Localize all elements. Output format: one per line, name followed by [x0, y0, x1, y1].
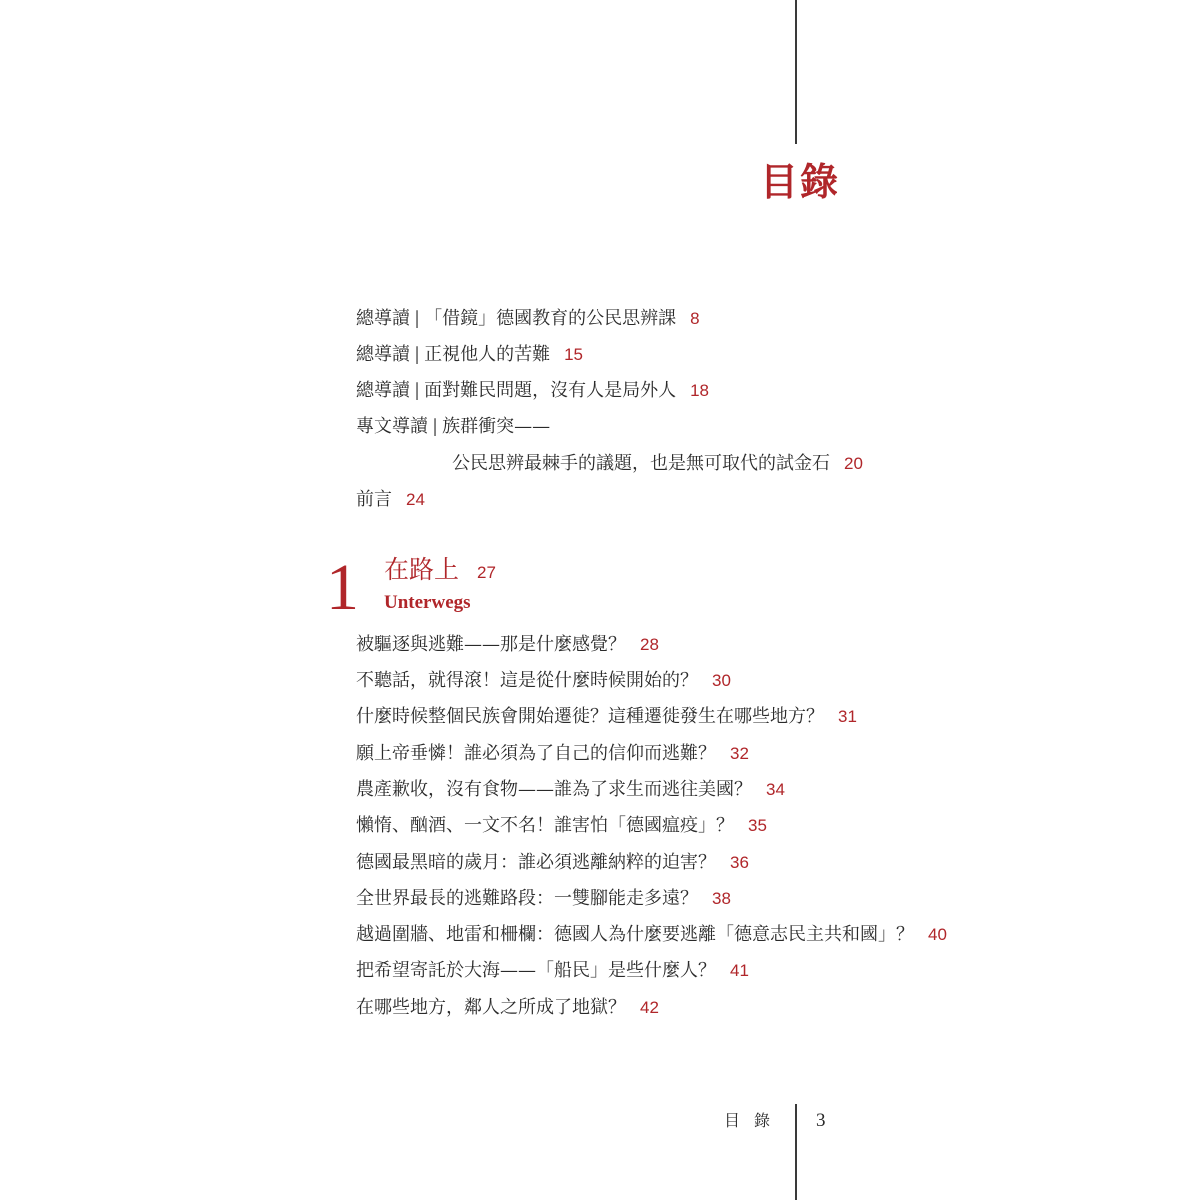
toc-entry[interactable] [356, 741, 749, 767]
toc-page-number: 35 [748, 816, 767, 835]
toc-entry[interactable] [356, 378, 709, 404]
separator-bar: | [414, 308, 421, 329]
toc-page-number: 32 [730, 744, 749, 763]
toc-entry[interactable] [356, 414, 550, 440]
toc-entry[interactable] [356, 958, 749, 984]
toc-prefix: 專文導讀 [356, 416, 428, 437]
toc-title: 德國最黑暗的歲月：誰必須逃離納粹的迫害？ [356, 852, 716, 873]
toc-title: 族群衝突—— [442, 416, 551, 437]
chapter-title[interactable] [384, 554, 496, 589]
toc-entry[interactable] [356, 306, 700, 332]
toc-prefix: 總導讀 [356, 344, 410, 365]
toc-prefix: 總導讀 [356, 380, 410, 401]
toc-entry[interactable] [356, 922, 947, 948]
toc-title: 前言 [356, 489, 392, 510]
footer-page-number: 3 [816, 1110, 826, 1131]
toc-title: 「借鏡」德國教育的公民思辨課 [424, 308, 677, 329]
toc-page-number: 30 [712, 671, 731, 690]
toc-title: 面對難民問題，沒有人是局外人 [424, 380, 677, 401]
chapter-number: 1 [326, 551, 359, 624]
chapter-subtitle: Unterwegs [384, 592, 471, 613]
toc-entry[interactable] [356, 995, 659, 1021]
chapter-page-number: 27 [477, 563, 496, 582]
page-title: 目錄 [760, 159, 841, 204]
toc-title: 越過圍牆、地雷和柵欄：德國人為什麼要逃離「德意志民主共和國」？ [356, 924, 914, 945]
toc-entry[interactable] [356, 487, 425, 513]
toc-page-number: 36 [730, 853, 749, 872]
toc-entry[interactable] [356, 813, 767, 839]
toc-title: 農產歉收，沒有食物——誰為了求生而逃往美國？ [356, 779, 752, 800]
toc-entry[interactable] [356, 704, 857, 730]
toc-entry[interactable] [356, 886, 731, 912]
separator-bar: | [414, 380, 421, 401]
toc-entry[interactable] [356, 342, 583, 368]
toc-title: 公民思辨最棘手的議題，也是無可取代的試金石 [452, 453, 830, 474]
toc-page-number: 40 [928, 925, 947, 944]
toc-title: 把希望寄託於大海——「船民」是些什麼人？ [356, 960, 716, 981]
toc-title: 不聽話，就得滾！這是從什麼時候開始的？ [356, 670, 698, 691]
toc-title: 懶惰、酗酒、一文不名！誰害怕「德國瘟疫」？ [356, 815, 734, 836]
toc-page-number: 18 [690, 381, 709, 400]
toc-entry[interactable] [356, 850, 749, 876]
separator-bar: | [414, 344, 421, 365]
toc-page-number: 15 [564, 345, 583, 364]
toc-page-number: 31 [838, 707, 857, 726]
toc-title: 全世界最長的逃難路段：一雙腳能走多遠？ [356, 888, 698, 909]
toc-title: 什麼時候整個民族會開始遷徙？這種遷徙發生在哪些地方？ [356, 706, 824, 727]
toc-title: 願上帝垂憐！誰必須為了自己的信仰而逃難？ [356, 743, 716, 764]
toc-page-number: 34 [766, 780, 785, 799]
toc-page-number: 38 [712, 889, 731, 908]
chapter-title-text: 在路上 [384, 555, 460, 584]
footer-section-label: 目錄 [724, 1111, 785, 1130]
bottom-divider-line [795, 1104, 797, 1200]
toc-prefix: 總導讀 [356, 308, 410, 329]
toc-page-number: 28 [640, 635, 659, 654]
toc-page-number: 20 [844, 454, 863, 473]
toc-entry-continuation[interactable] [452, 451, 863, 477]
toc-page-number: 8 [690, 309, 700, 328]
toc-title: 正視他人的苦難 [424, 344, 551, 365]
toc-title: 在哪些地方，鄰人之所成了地獄？ [356, 997, 626, 1018]
toc-page-number: 24 [406, 490, 425, 509]
separator-bar: | [432, 416, 439, 437]
toc-entry[interactable] [356, 632, 659, 658]
top-divider-line [795, 0, 797, 144]
toc-entry[interactable] [356, 777, 785, 803]
toc-page-number: 41 [730, 961, 749, 980]
toc-title: 被驅逐與逃難——那是什麼感覺？ [356, 634, 626, 655]
toc-page-number: 42 [640, 998, 659, 1017]
toc-entry[interactable] [356, 668, 731, 694]
